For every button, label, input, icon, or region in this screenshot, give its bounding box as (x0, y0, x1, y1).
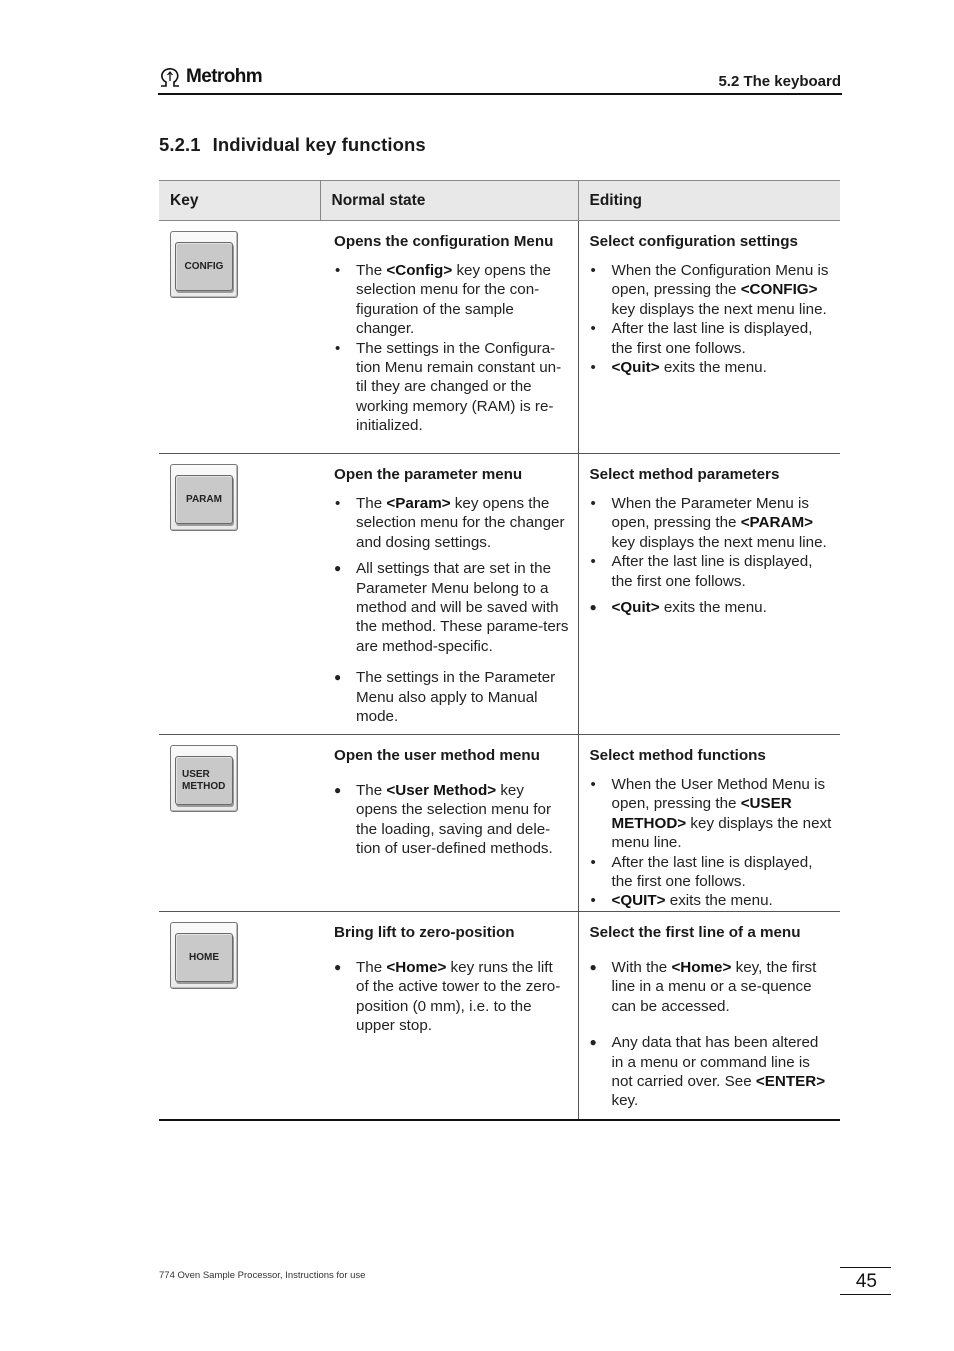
page-number-box (840, 1267, 891, 1295)
editing-title: Select configuration settings (589, 233, 798, 250)
user-method-key-icon (170, 745, 238, 812)
manual-title: 774 Oven Sample Processor, Instructions for use (159, 1270, 366, 1281)
normal-state-list (334, 261, 570, 436)
param-key-icon (170, 464, 238, 531)
config-key-icon (170, 231, 238, 298)
editing-title: Select the first line of a menu (589, 924, 801, 941)
list-item: • The settings in the Configura-tion Menu remain constant un-til they are changed or the working memory (RAM) is re-initialized. (334, 339, 570, 436)
normal-state-list (334, 781, 570, 859)
normal-state-title: Opens the configuration Menu (334, 233, 554, 250)
home-key-icon (170, 922, 238, 989)
page-header (158, 64, 842, 95)
brand-name: Metrohm (186, 66, 263, 87)
list-item: • <Quit> exits the menu. (590, 358, 833, 377)
editing-cell (578, 735, 840, 912)
normal-state-cell (320, 912, 578, 1120)
table-row-user-method (159, 735, 840, 912)
editing-list-continued (590, 598, 833, 617)
list-item: • After the last line is displayed, the first one follows. (590, 552, 833, 591)
list-item: ● With the <Home> key, the first line in a menu or a se-quence can be accessed. (590, 958, 833, 1016)
key-label: CONFIG (184, 260, 224, 272)
list-item: • The <Param> key opens the selection menu for the changer and dosing settings. (334, 494, 570, 552)
normal-state-list-continued (334, 559, 570, 726)
key-label: USER (182, 768, 210, 780)
list-item: ● The settings in the Parameter Menu also apply to Manual mode. (334, 668, 570, 726)
key-label: METHOD (182, 780, 226, 792)
list-item: ● Any data that has been altered in a menu or command line is not carried over. See <ENTER> key. (590, 1033, 833, 1111)
editing-cell (578, 221, 840, 454)
section-title: Individual key functions (212, 134, 426, 155)
column-header-normal-state: Normal state (320, 181, 578, 221)
brand-logo (158, 66, 262, 88)
list-item: ● All settings that are set in the Parameter Menu belong to a method and will be saved with the method. These parame-ters are method-specific. (334, 559, 570, 656)
editing-list (590, 958, 833, 1111)
key-cell (159, 454, 320, 735)
list-item: • The <Config> key opens the selection menu for the con-figuration of the sample changer. (334, 261, 570, 339)
list-item: • After the last line is displayed, the first one follows. (590, 319, 833, 358)
key-cell (159, 912, 320, 1120)
normal-state-cell (320, 221, 578, 454)
table-row-param (159, 454, 840, 735)
normal-state-list (334, 494, 570, 552)
list-item: ● The <Home> key runs the lift of the active tower to the zero-position (0 mm), i.e. to the upper stop. (334, 958, 570, 1036)
list-item: • When the User Method Menu is open, pressing the <USER METHOD> key displays the next menu line. (590, 775, 833, 853)
table-header-row (159, 181, 840, 221)
column-header-key: Key (159, 181, 320, 221)
editing-title: Select method parameters (589, 466, 780, 483)
editing-cell (578, 912, 840, 1120)
editing-list (590, 261, 833, 377)
list-item: ● The <User Method> key opens the selection menu for the loading, saving and dele-tion of user-defined methods. (334, 781, 570, 859)
normal-state-list (334, 958, 570, 1036)
editing-list (590, 494, 833, 591)
omega-logo-icon (158, 66, 182, 88)
editing-list (590, 775, 833, 911)
page-number: 45 (855, 1271, 877, 1292)
section-reference: 5.2 The keyboard (718, 73, 841, 90)
key-label: HOME (189, 951, 219, 963)
column-header-editing: Editing (578, 181, 840, 221)
key-label: PARAM (186, 493, 222, 505)
section-number: 5.2.1 (159, 134, 201, 155)
list-item: ● <Quit> exits the menu. (590, 598, 833, 617)
normal-state-title: Open the user method menu (334, 747, 540, 764)
normal-state-cell (320, 454, 578, 735)
list-item: • <QUIT> exits the menu. (590, 891, 833, 910)
table-row-config (159, 221, 840, 454)
normal-state-title: Open the parameter menu (334, 466, 523, 483)
normal-state-cell (320, 735, 578, 912)
table-row-home (159, 912, 840, 1120)
normal-state-title: Bring lift to zero-position (334, 924, 515, 941)
list-item: • When the Parameter Menu is open, pressing the <PARAM> key displays the next menu line. (590, 494, 833, 552)
editing-cell (578, 454, 840, 735)
section-heading (159, 134, 426, 156)
list-item: • When the Configuration Menu is open, pressing the <CONFIG> key displays the next menu line. (590, 261, 833, 319)
list-item: • After the last line is displayed, the first one follows. (590, 853, 833, 892)
key-cell (159, 221, 320, 454)
key-cell (159, 735, 320, 912)
key-functions-table (159, 180, 840, 1121)
editing-title: Select method functions (589, 747, 766, 764)
